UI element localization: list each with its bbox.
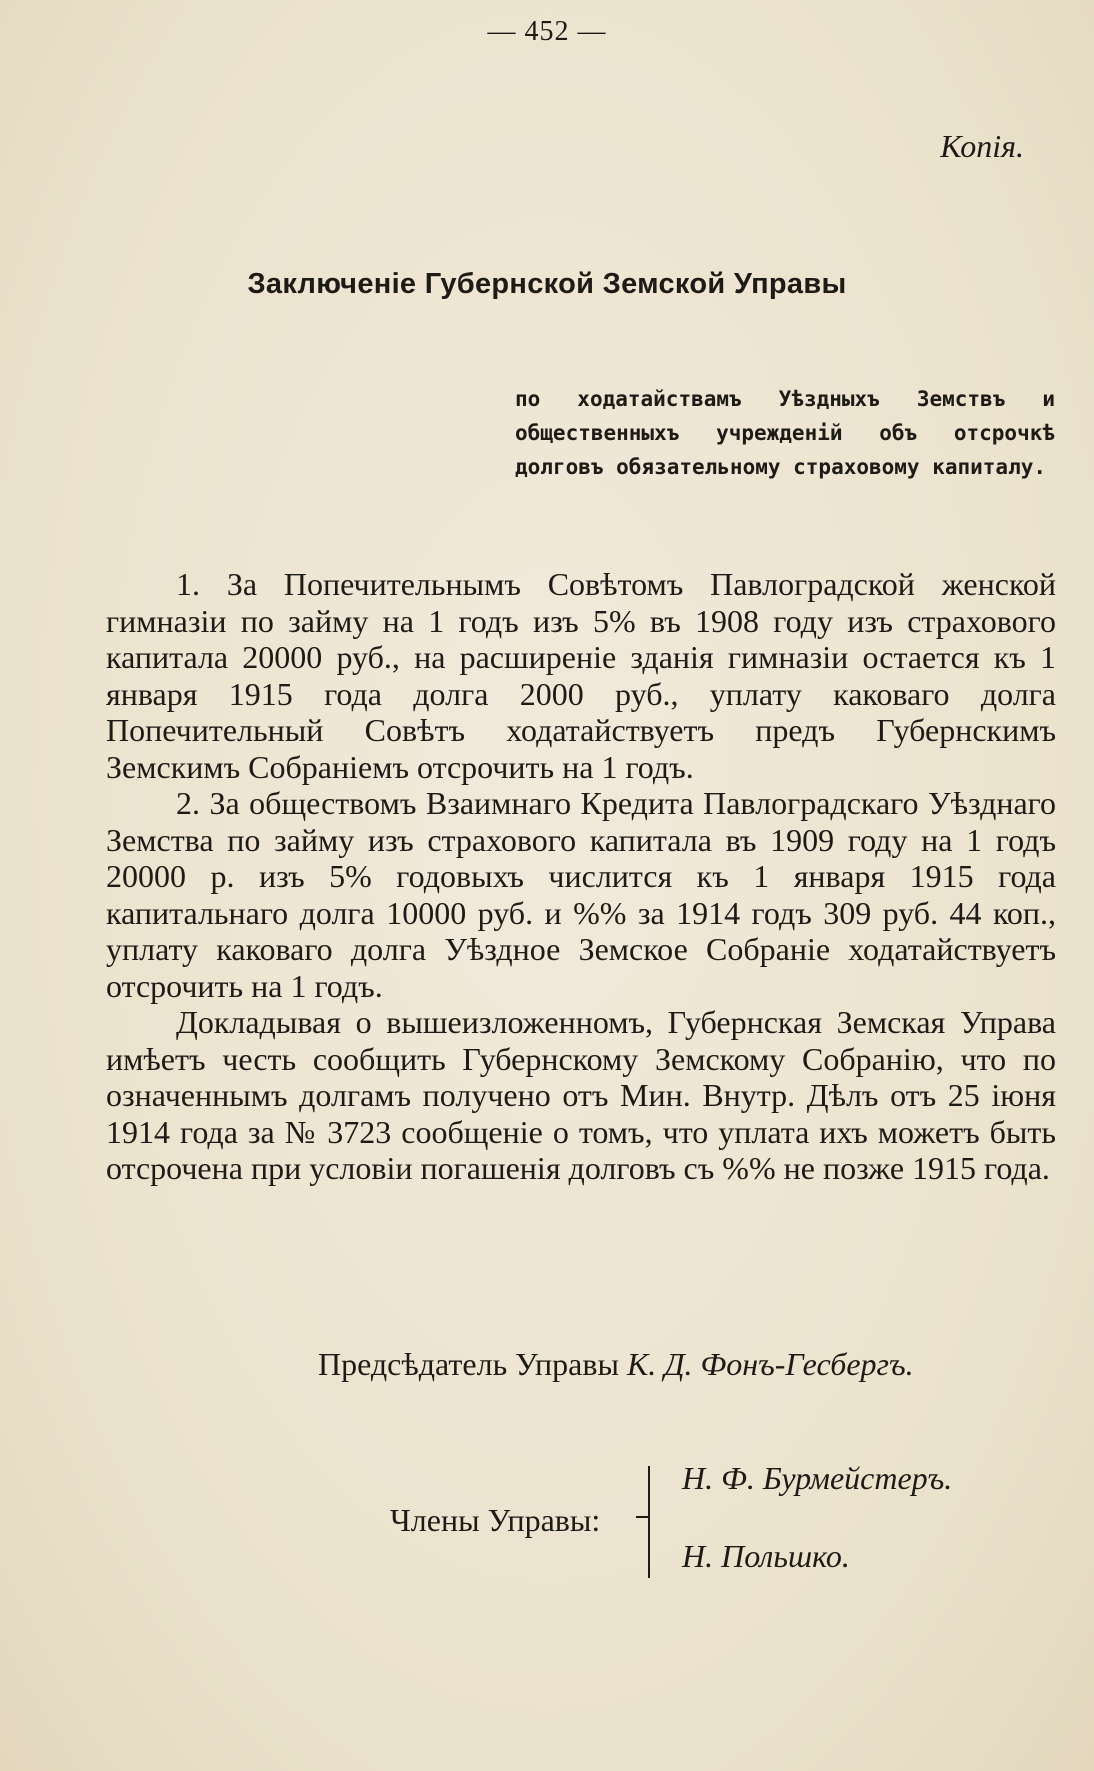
paragraph-3: Докладывая о вышеизложенномъ, Губернская Земская Управа имѣетъ честь сообщить Губернскому Земскому Собранію, что по означеннымъ долгамъ получено отъ Мин. Внутр. Дѣлъ отъ 25 іюня 1914 года за № 3723 сообщеніе о томъ, что уплата ихъ можетъ быть отсрочена при условіи погашенія долговъ съ %% не позже 1915 года. [106, 1004, 1056, 1186]
member-name-1: Н. Ф. Бурмейстеръ. [682, 1460, 953, 1496]
document-subtitle: по ходатайствамъ Уѣздныхъ Земствъ и общественныхъ учрежденій объ отсрочкѣ долговъ обязательному страховому капиталу. [515, 387, 1055, 479]
chairman-signature-line [318, 1346, 914, 1383]
page-number: — 452 — [487, 16, 607, 47]
paragraph-1: 1. За Попечительнымъ Совѣтомъ Павлоградской женской гимназіи по займу на 1 годъ изъ 5% въ 1908 году изъ страхового капитала 20000 руб., на расширеніе зданія гимназіи остается къ 1 января 1915 года долга 2000 руб., уплату каковаго долга Попечительный Совѣтъ ходатайствуетъ предъ Губернскимъ Земскимъ Собраніемъ отсрочить на 1 годъ. [106, 566, 1056, 785]
document-body [106, 566, 1056, 1187]
chairman-name: К. Д. Фонъ-Гесбергъ. [626, 1346, 914, 1382]
members-label: Члены Управы: [390, 1502, 601, 1538]
brace-divider [648, 1466, 662, 1578]
copy-mark: Копія. [940, 128, 1024, 164]
members-signature-block [390, 1460, 1030, 1580]
paragraph-2: 2. За обществомъ Взаимнаго Кредита Павлоградскаго Уѣзднаго Земства по займу изъ страхового капитала въ 1909 году на 1 годъ 20000 р. изъ 5% годовыхъ числится къ 1 января 1915 года капитальнаго долга 10000 руб. и %% за 1914 годъ 309 руб. 44 коп., уплату каковаго долга Уѣздное Земское Собраніе ходатайствуетъ отсрочить на 1 годъ. [106, 785, 1056, 1004]
member-name-2: Н. Польшко. [682, 1538, 850, 1574]
chairman-label: Предсѣдатель Управы [318, 1346, 619, 1382]
document-title: Заключеніе Губернской Земской Управы [247, 268, 847, 300]
